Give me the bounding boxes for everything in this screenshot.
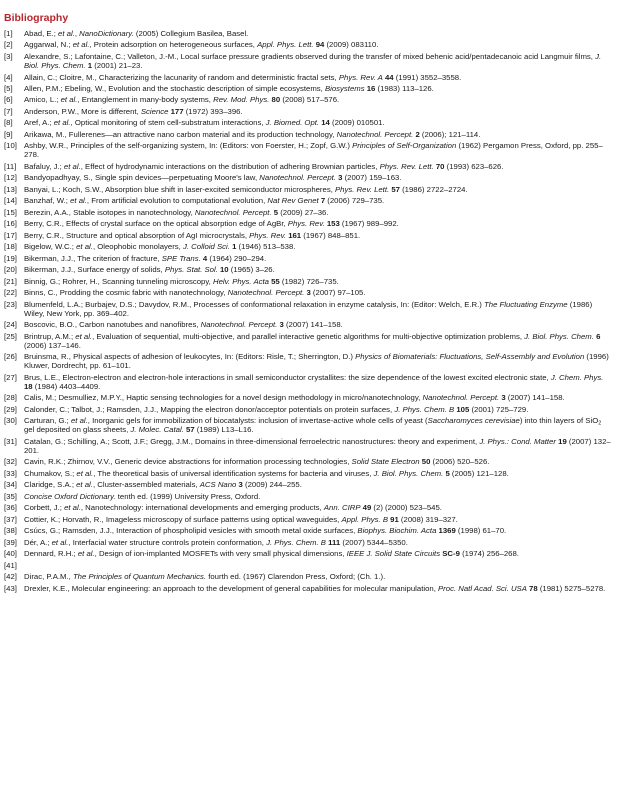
reference-text: Banyai, L.; Koch, S.W., Absorption blue shift in laser-excited semiconductor microspheres, Phys. Rev. Lett. 57 (1986) 2722–2724. — [24, 184, 468, 194]
reference-text: Banzhaf, W.; et al., From artificial evolution to computational evolution, Nat Rev Genet 7 (2006) 729–735. — [24, 196, 385, 206]
reference-text: Dennard, R.H.; et al., Design of ion-implanted MOSFETs with very small physical dimensions, IEEE J. Solid State Circuits SC-9 (1974) 256–268. — [24, 549, 519, 559]
reference-text: Cavin, R.K.; Zhirnov, V.V., Generic device abstractions for information processing technologies, Solid State Electron 50 (2006) 520–526. — [24, 457, 490, 467]
reference-text: Bigelow, W.C.; et al., Oleophobic monolayers, J. Colloid Sci. 1 (1946) 513–538. — [24, 242, 296, 252]
reference-entry — [4, 29, 613, 38]
reference-entry — [4, 84, 613, 93]
reference-entry — [4, 95, 613, 104]
bibliography-heading: Bibliography — [4, 12, 69, 24]
reference-text: Blumenfeld, L.A.; Burbajev, D.S.; Davydov, R.M., Processes of conformational relaxation in enzyme catalysis, In: (Editor: Welch, E.R.) The Fluctuating Enzyme (1986) Wiley, New York, pp. 369–402. — [24, 299, 593, 318]
reference-number: [15] — [4, 207, 17, 217]
reference-text: Bruinsma, R., Physical aspects of adhesion of leukocytes, In: (Editors: Risle, T.; Sherrington, D.) Physics of Biomaterials: Fluctuations, Self-Assembly and Evolution (1996) Kluwer, Dordrecht, pp. 61–101. — [24, 352, 609, 371]
reference-text: Chumakov, S.; et al., The theoretical basis of universal identification systems for bacteria and viruses, J. Biol. Phys. Chem. 5 (2005) 121–128. — [24, 468, 509, 478]
reference-number: [10] — [4, 141, 17, 151]
reference-entry — [4, 393, 613, 402]
reference-number: [28] — [4, 393, 17, 403]
reference-entry — [4, 503, 613, 512]
reference-number: [32] — [4, 457, 17, 467]
reference-text: Cottier, K.; Horvath, R., Imageless microscopy of surface patterns using optical waveguides, Appl. Phys. B 91 (2008) 319–327. — [24, 514, 458, 524]
reference-number: [6] — [4, 95, 13, 105]
reference-text: Dirac, P.A.M., The Principles of Quantum Mechanics. fourth ed. (1967) Clarendon Press, Oxford; (Ch. 1.). — [24, 572, 386, 582]
reference-entry — [4, 52, 613, 70]
reference-text — [24, 561, 613, 570]
reference-entry — [4, 469, 613, 478]
reference-number: [19] — [4, 253, 17, 263]
reference-text: Amico, L.; et al., Entanglement in many-body systems, Rev. Mod. Phys. 80 (2008) 517–576. — [24, 95, 340, 105]
reference-text: Binnig, G.; Rohrer, H., Scanning tunneling microscopy, Helv. Phys. Acta 55 (1982) 726–735. — [24, 276, 339, 286]
reference-number: [27] — [4, 372, 17, 382]
reference-entry — [4, 526, 613, 535]
reference-text: Drexler, K.E., Molecular engineering: an approach to the development of general capabilities for molecular manipulation, Proc. Natl Acad. Sci. USA 78 (1981) 5275–5278. — [24, 583, 606, 593]
reference-number: [8] — [4, 118, 13, 128]
reference-entry — [4, 231, 613, 240]
reference-entry — [4, 584, 613, 593]
reference-text: Concise Oxford Dictionary. tenth ed. (1999) University Press, Oxford. — [24, 491, 261, 501]
reference-entry — [4, 492, 613, 501]
reference-text: Brintrup, A.M.; et al., Evaluation of sequential, multi-objective, and parallel interactive genetic algorithms for multi-objective optimization problems, J. Biol. Phys. Chem. 6 (2006) 137–146. — [24, 331, 601, 350]
reference-entry — [4, 118, 613, 127]
reference-number: [43] — [4, 583, 17, 593]
reference-text: Bikerman, J.J., Surface energy of solids, Phys. Stat. Sol. 10 (1965) 3–26. — [24, 265, 275, 275]
reference-text: Arikawa, M., Fullerenes—an attractive nano carbon material and its production technology, Nanotechnol. Percept. 2 (2006); 121–114. — [24, 129, 481, 139]
reference-entry — [4, 538, 613, 547]
reference-number: [37] — [4, 514, 17, 524]
reference-text: Abad, E.; et al., NanoDictionary. (2005) Collegium Basilea, Basel. — [24, 29, 249, 38]
reference-entry — [4, 173, 613, 182]
reference-entry — [4, 416, 613, 434]
bibliography-page — [4, 12, 613, 595]
reference-entry — [4, 130, 613, 139]
reference-number: [23] — [4, 299, 17, 309]
reference-entry — [4, 332, 613, 350]
reference-entry — [4, 265, 613, 274]
reference-entry — [4, 254, 613, 263]
reference-entry — [4, 572, 613, 581]
reference-entry — [4, 141, 613, 159]
reference-entry — [4, 40, 613, 49]
reference-number: [7] — [4, 106, 13, 116]
reference-number: [13] — [4, 184, 17, 194]
reference-number: [5] — [4, 83, 13, 93]
reference-text: Berry, C.R., Structure and optical absorption of AgI microcrystals, Phys. Rev. 161 (1967) 848–851. — [24, 230, 361, 240]
reference-number: [14] — [4, 196, 17, 206]
reference-entry — [4, 352, 613, 370]
reference-entry — [4, 196, 613, 205]
reference-entry — [4, 405, 613, 414]
reference-number: [35] — [4, 491, 17, 501]
reference-entry — [4, 107, 613, 116]
reference-number: [2] — [4, 40, 13, 50]
reference-number: [16] — [4, 219, 17, 229]
reference-text: Alexandre, S.; Lafontaine, C.; Valleton, J.-M., Local surface pressure gradients observed during the transfer of mixed behenic acid/pentadecanoic acid Langmuir films, J. Biol. Phys. Chem. 1 (2001) 21–23. — [24, 51, 602, 71]
reference-number: [34] — [4, 480, 17, 490]
reference-number: [4] — [4, 72, 13, 82]
reference-entry — [4, 208, 613, 217]
reference-number: [22] — [4, 288, 17, 298]
reference-number: [12] — [4, 173, 17, 183]
reference-list — [4, 29, 613, 593]
reference-text: Berezin, A.A., Stable isotopes in nanotechnology, Nanotechnol. Percept. 5 (2009) 27–36. — [24, 207, 329, 217]
reference-text: Brus, L.E., Electron-electron and electron-hole interactions in small semiconductor crystallites: the size dependence of the lowest excited electronic state, J. Chem. Phys. 18 (1984) 4403–4409. — [24, 372, 604, 391]
reference-number: [18] — [4, 242, 17, 252]
reference-number: [21] — [4, 276, 17, 286]
reference-text: Catalan, G.; Schilling, A.; Scott, J.F.; Gregg, J.M., Domains in three-dimensional ferroelectric nanostructures: theory and experiment, J. Phys.: Cond. Matter 19 (2007) 132–201. — [24, 436, 611, 455]
reference-text: Calonder, C.; Talbot, J.; Ramsden, J.J., Mapping the electron donor/acceptor potentials on protein surfaces, J. Phys. Chem. B 105 (2001) 725–729. — [24, 404, 529, 414]
reference-number: [17] — [4, 230, 17, 240]
reference-number: [29] — [4, 404, 17, 414]
reference-text: Bandyopadhyay, S., Single spin devices—perpetuating Moore's law, Nanotechnol. Percept. 3 (2007) 159–163. — [24, 173, 402, 183]
reference-number: [38] — [4, 526, 17, 536]
reference-entry — [4, 480, 613, 489]
reference-number: [24] — [4, 320, 17, 330]
reference-text: Bafaluy, J.; et al., Effect of hydrodynamic interactions on the distribution of adhering Brownian particles, Phys. Rev. Lett. 70 (1993) 623–626. — [24, 161, 504, 171]
reference-number: [9] — [4, 129, 13, 139]
reference-number: [26] — [4, 352, 17, 362]
reference-number: [20] — [4, 265, 17, 275]
reference-entry — [4, 561, 613, 570]
reference-entry — [4, 288, 613, 297]
reference-number: [1] — [4, 29, 13, 38]
reference-text: Calis, M.; Desmulliez, M.P.Y., Haptic sensing technologies for a novel design methodology in micro/nanotechnology, Nanotechnol. Percept. 3 (2007) 141–158. — [24, 393, 565, 403]
reference-entry — [4, 373, 613, 391]
reference-number: [31] — [4, 436, 17, 446]
reference-entry — [4, 437, 613, 455]
reference-entry — [4, 515, 613, 524]
reference-entry — [4, 185, 613, 194]
reference-text: Binns, C., Prodding the cosmic fabric with nanotechnology, Nanotechnol. Percept. 3 (2007) 97–105. — [24, 288, 366, 298]
reference-entry — [4, 300, 613, 318]
reference-text: Corbett, J.; et al., Nanotechnology: international developments and emerging products, Ann. CIRP 49 (2) (2000) 523–545. — [24, 503, 442, 513]
reference-text: Claridge, S.A.; et al., Cluster-assembled materials, ACS Nano 3 (2009) 244–255. — [24, 480, 302, 490]
reference-number: [30] — [4, 416, 17, 426]
reference-text: Anderson, P.W., More is different, Science 177 (1972) 393–396. — [24, 106, 243, 116]
reference-text: Carturan, G.; et al., Inorganic gels for immobilization of biocatalysts: inclusion of invertase-active whole cells of yeast (Saccharomyces cerevisiae) into thin layers of SiO$_2$ gel deposited on glass sheets, J. Molec. Catal. 57 (1989) L13–L16. — [24, 416, 602, 435]
reference-entry — [4, 457, 613, 466]
reference-number: [25] — [4, 331, 17, 341]
reference-text: Boscovic, B.O., Carbon nanotubes and nanofibres, Nanotechnol. Percept. 3 (2007) 141–158. — [24, 320, 343, 330]
reference-entry — [4, 277, 613, 286]
reference-number: [39] — [4, 537, 17, 547]
reference-text: Ashby, W.R., Principles of the self-organizing system, In: (Editors: von Foerster, H.; Zopf, G.W.) Principles of Self-Organization (1962) Pergamon Press, Oxford, pp. 255–278. — [24, 141, 603, 160]
reference-number: [41] — [4, 560, 17, 570]
reference-number: [3] — [4, 51, 13, 61]
reference-entry — [4, 219, 613, 228]
reference-text: Allain, C.; Cloitre, M., Characterizing the lacunarity of random and deterministic fractal sets, Phys. Rev. A 44 (1991) 3552–3558. — [24, 72, 462, 82]
reference-text: Berry, C.R., Effects of crystal surface on the optical absorption edge of AgBr, Phys. Rev. 153 (1967) 989–992. — [24, 219, 399, 229]
reference-text: Bikerman, J.J., The criterion of fracture, SPE Trans. 4 (1964) 290–294. — [24, 253, 267, 263]
reference-entry — [4, 242, 613, 251]
reference-entry — [4, 549, 613, 558]
reference-entry — [4, 73, 613, 82]
reference-entry — [4, 162, 613, 171]
reference-number: [40] — [4, 549, 17, 559]
reference-text: Aggarwal, N.; et al., Protein adsorption on heterogeneous surfaces, Appl. Phys. Lett. 94 (2009) 083110. — [24, 40, 379, 50]
reference-text: Aref, A.; et al., Optical monitoring of stem cell-substratum interactions, J. Biomed. Opt. 14 (2009) 010501. — [24, 118, 385, 128]
reference-number: [36] — [4, 503, 17, 513]
reference-text: Csúcs, G.; Ramsden, J.J., Interaction of phospholipid vesicles with smooth metal oxide surfaces, Biophys. Biochim. Acta 1369 (1998) 61–70. — [24, 526, 507, 536]
reference-number: [33] — [4, 468, 17, 478]
reference-number: [11] — [4, 161, 17, 171]
reference-entry — [4, 320, 613, 329]
reference-text: Allen, P.M.; Ebeling, W., Evolution and the stochastic description of simple ecosystems, Biosystems 16 (1983) 113–126. — [24, 83, 434, 93]
reference-number: [42] — [4, 572, 17, 582]
reference-text: Dér, A.; et al., Interfacial water structure controls protein conformation, J. Phys. Chem. B 111 (2007) 5344–5350. — [24, 537, 408, 547]
